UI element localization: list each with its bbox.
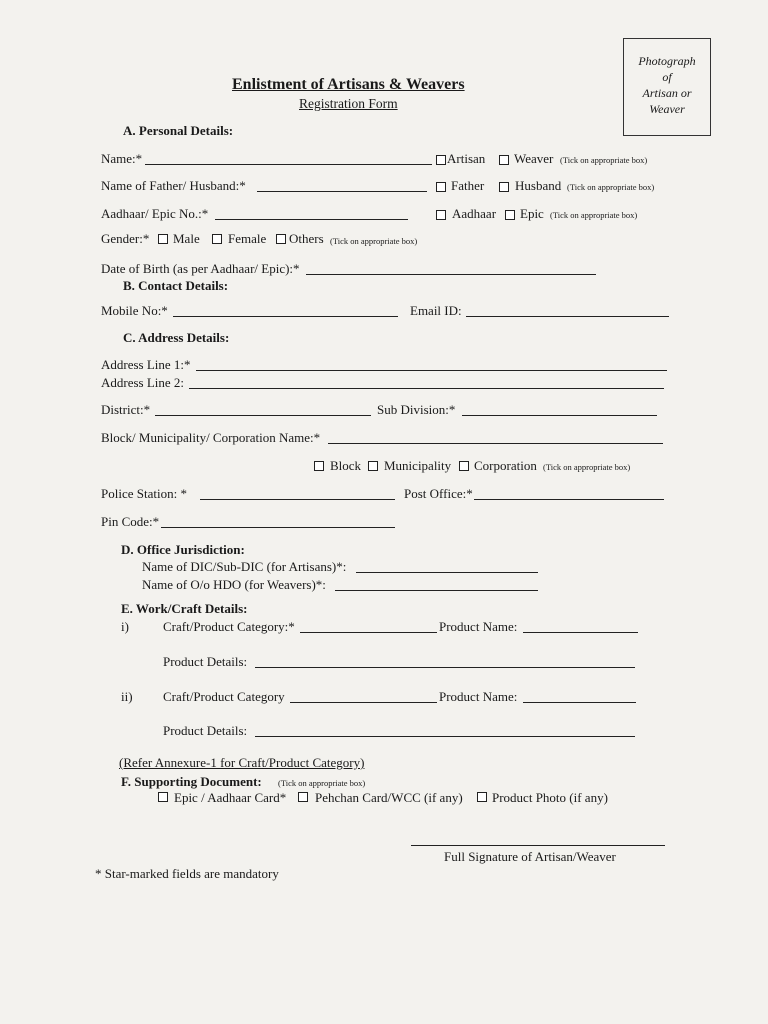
police-station-label: Police Station: * (101, 486, 187, 501)
subdivision-label: Sub Division:* (377, 402, 456, 417)
epic-aadhaar-card-label: Epic / Aadhaar Card* (174, 790, 287, 805)
product-details-1-label: Product Details: (163, 654, 248, 669)
section-work-heading: E. Work/Craft Details: (121, 601, 248, 616)
tick-note-1: (Tick on appropriate box) (560, 155, 648, 165)
address-line1-label: Address Line 1:* (101, 357, 191, 372)
craft-category-2-label: Craft/Product Category (163, 689, 285, 704)
product-photo-label: Product Photo (if any) (492, 790, 608, 805)
dob-field[interactable] (306, 274, 596, 275)
section-personal-heading: A. Personal Details: (123, 123, 234, 138)
dic-field[interactable] (356, 572, 538, 573)
pehchan-card-label: Pehchan Card/WCC (if any) (315, 790, 463, 805)
photo-label-2: of (662, 70, 672, 84)
address-line2-field[interactable] (189, 388, 664, 389)
section-supporting-heading: F. Supporting Document: (121, 774, 262, 789)
municipality-option-label: Municipality (384, 458, 452, 473)
photo-label-1: Photograph (638, 54, 696, 68)
epic-checkbox[interactable] (505, 210, 515, 220)
pin-code-field[interactable] (161, 527, 395, 528)
weaver-checkbox[interactable] (499, 155, 509, 165)
tick-note-3: (Tick on appropriate box) (550, 210, 638, 220)
product-name-2-label: Product Name: (439, 689, 518, 704)
dob-label: Date of Birth (as per Aadhaar/ Epic):* (101, 261, 300, 276)
female-label: Female (228, 231, 267, 246)
artisan-checkbox[interactable] (436, 155, 446, 165)
name-field[interactable] (145, 164, 432, 165)
pin-code-label: Pin Code:* (101, 514, 160, 529)
father-field[interactable] (257, 191, 427, 192)
product-name-1-label: Product Name: (439, 619, 518, 634)
email-field[interactable] (466, 316, 669, 317)
husband-checkbox[interactable] (499, 182, 509, 192)
aadhaar-option-label: Aadhaar (452, 206, 497, 221)
photograph-box[interactable] (623, 38, 711, 136)
mobile-field[interactable] (173, 316, 398, 317)
form-subtitle: Registration Form (299, 96, 398, 111)
name-label: Name:* (101, 151, 143, 166)
section-office-heading: D. Office Jurisdiction: (121, 542, 245, 557)
tick-note-5: (Tick on appropriate box) (543, 462, 631, 472)
craft-category-1-field[interactable] (300, 632, 437, 633)
gender-label: Gender:* (101, 231, 150, 246)
block-option-label: Block (330, 458, 362, 473)
father-option-label: Father (451, 178, 485, 193)
municipality-checkbox[interactable] (368, 461, 378, 471)
section-contact-heading: B. Contact Details: (123, 278, 229, 293)
father-checkbox[interactable] (436, 182, 446, 192)
section-address-heading: C. Address Details: (123, 330, 230, 345)
aadhaar-epic-label: Aadhaar/ Epic No.:* (101, 206, 209, 221)
signature-field[interactable] (411, 845, 665, 846)
dic-label: Name of DIC/Sub-DIC (for Artisans)*: (142, 559, 347, 574)
police-station-field[interactable] (200, 499, 395, 500)
mandatory-footnote: * Star-marked fields are mandatory (95, 866, 279, 881)
block-name-label: Block/ Municipality/ Corporation Name:* (101, 430, 321, 445)
epic-aadhaar-card-checkbox[interactable] (158, 792, 168, 802)
craft-category-1-label: Craft/Product Category:* (163, 619, 295, 634)
corporation-checkbox[interactable] (459, 461, 469, 471)
mobile-label: Mobile No:* (101, 303, 168, 318)
craft-category-2-field[interactable] (290, 702, 437, 703)
male-label: Male (173, 231, 200, 246)
others-label: Others (289, 231, 324, 246)
aadhaar-epic-field[interactable] (215, 219, 408, 220)
others-checkbox[interactable] (276, 234, 286, 244)
address-line2-label: Address Line 2: (101, 375, 185, 390)
weaver-label: Weaver (514, 151, 554, 166)
product-details-2-label: Product Details: (163, 723, 248, 738)
email-label: Email ID: (410, 303, 462, 318)
father-label: Name of Father/ Husband:* (101, 178, 246, 193)
tick-note-6: (Tick on appropriate box) (278, 778, 366, 788)
female-checkbox[interactable] (212, 234, 222, 244)
address-line1-field[interactable] (196, 370, 667, 371)
block-name-field[interactable] (328, 443, 663, 444)
corporation-option-label: Corporation (474, 458, 537, 473)
photo-label-4: Weaver (649, 102, 685, 116)
post-office-label: Post Office:* (404, 486, 473, 501)
tick-note-4: (Tick on appropriate box) (330, 236, 418, 246)
husband-label: Husband (515, 178, 562, 193)
photo-label-3: Artisan or (642, 86, 692, 100)
hdo-label: Name of O/o HDO (for Weavers)*: (142, 577, 326, 592)
form-title: Enlistment of Artisans & Weavers (232, 76, 465, 93)
block-checkbox[interactable] (314, 461, 324, 471)
product-details-2-field[interactable] (255, 736, 635, 737)
item-ii-label: ii) (121, 689, 133, 704)
product-photo-checkbox[interactable] (477, 792, 487, 802)
item-i-label: i) (121, 619, 129, 634)
annexure-note: (Refer Annexure-1 for Craft/Product Category) (119, 755, 365, 770)
pehchan-card-checkbox[interactable] (298, 792, 308, 802)
subdivision-field[interactable] (462, 415, 657, 416)
epic-option-label: Epic (520, 206, 544, 221)
hdo-field[interactable] (335, 590, 538, 591)
tick-note-2: (Tick on appropriate box) (567, 182, 655, 192)
signature-label: Full Signature of Artisan/Weaver (444, 849, 616, 864)
product-details-1-field[interactable] (255, 667, 635, 668)
male-checkbox[interactable] (158, 234, 168, 244)
product-name-2-field[interactable] (523, 702, 636, 703)
artisan-label: Artisan (447, 151, 486, 166)
district-label: District:* (101, 402, 151, 417)
aadhaar-checkbox[interactable] (436, 210, 446, 220)
product-name-1-field[interactable] (523, 632, 638, 633)
post-office-field[interactable] (474, 499, 664, 500)
district-field[interactable] (155, 415, 371, 416)
